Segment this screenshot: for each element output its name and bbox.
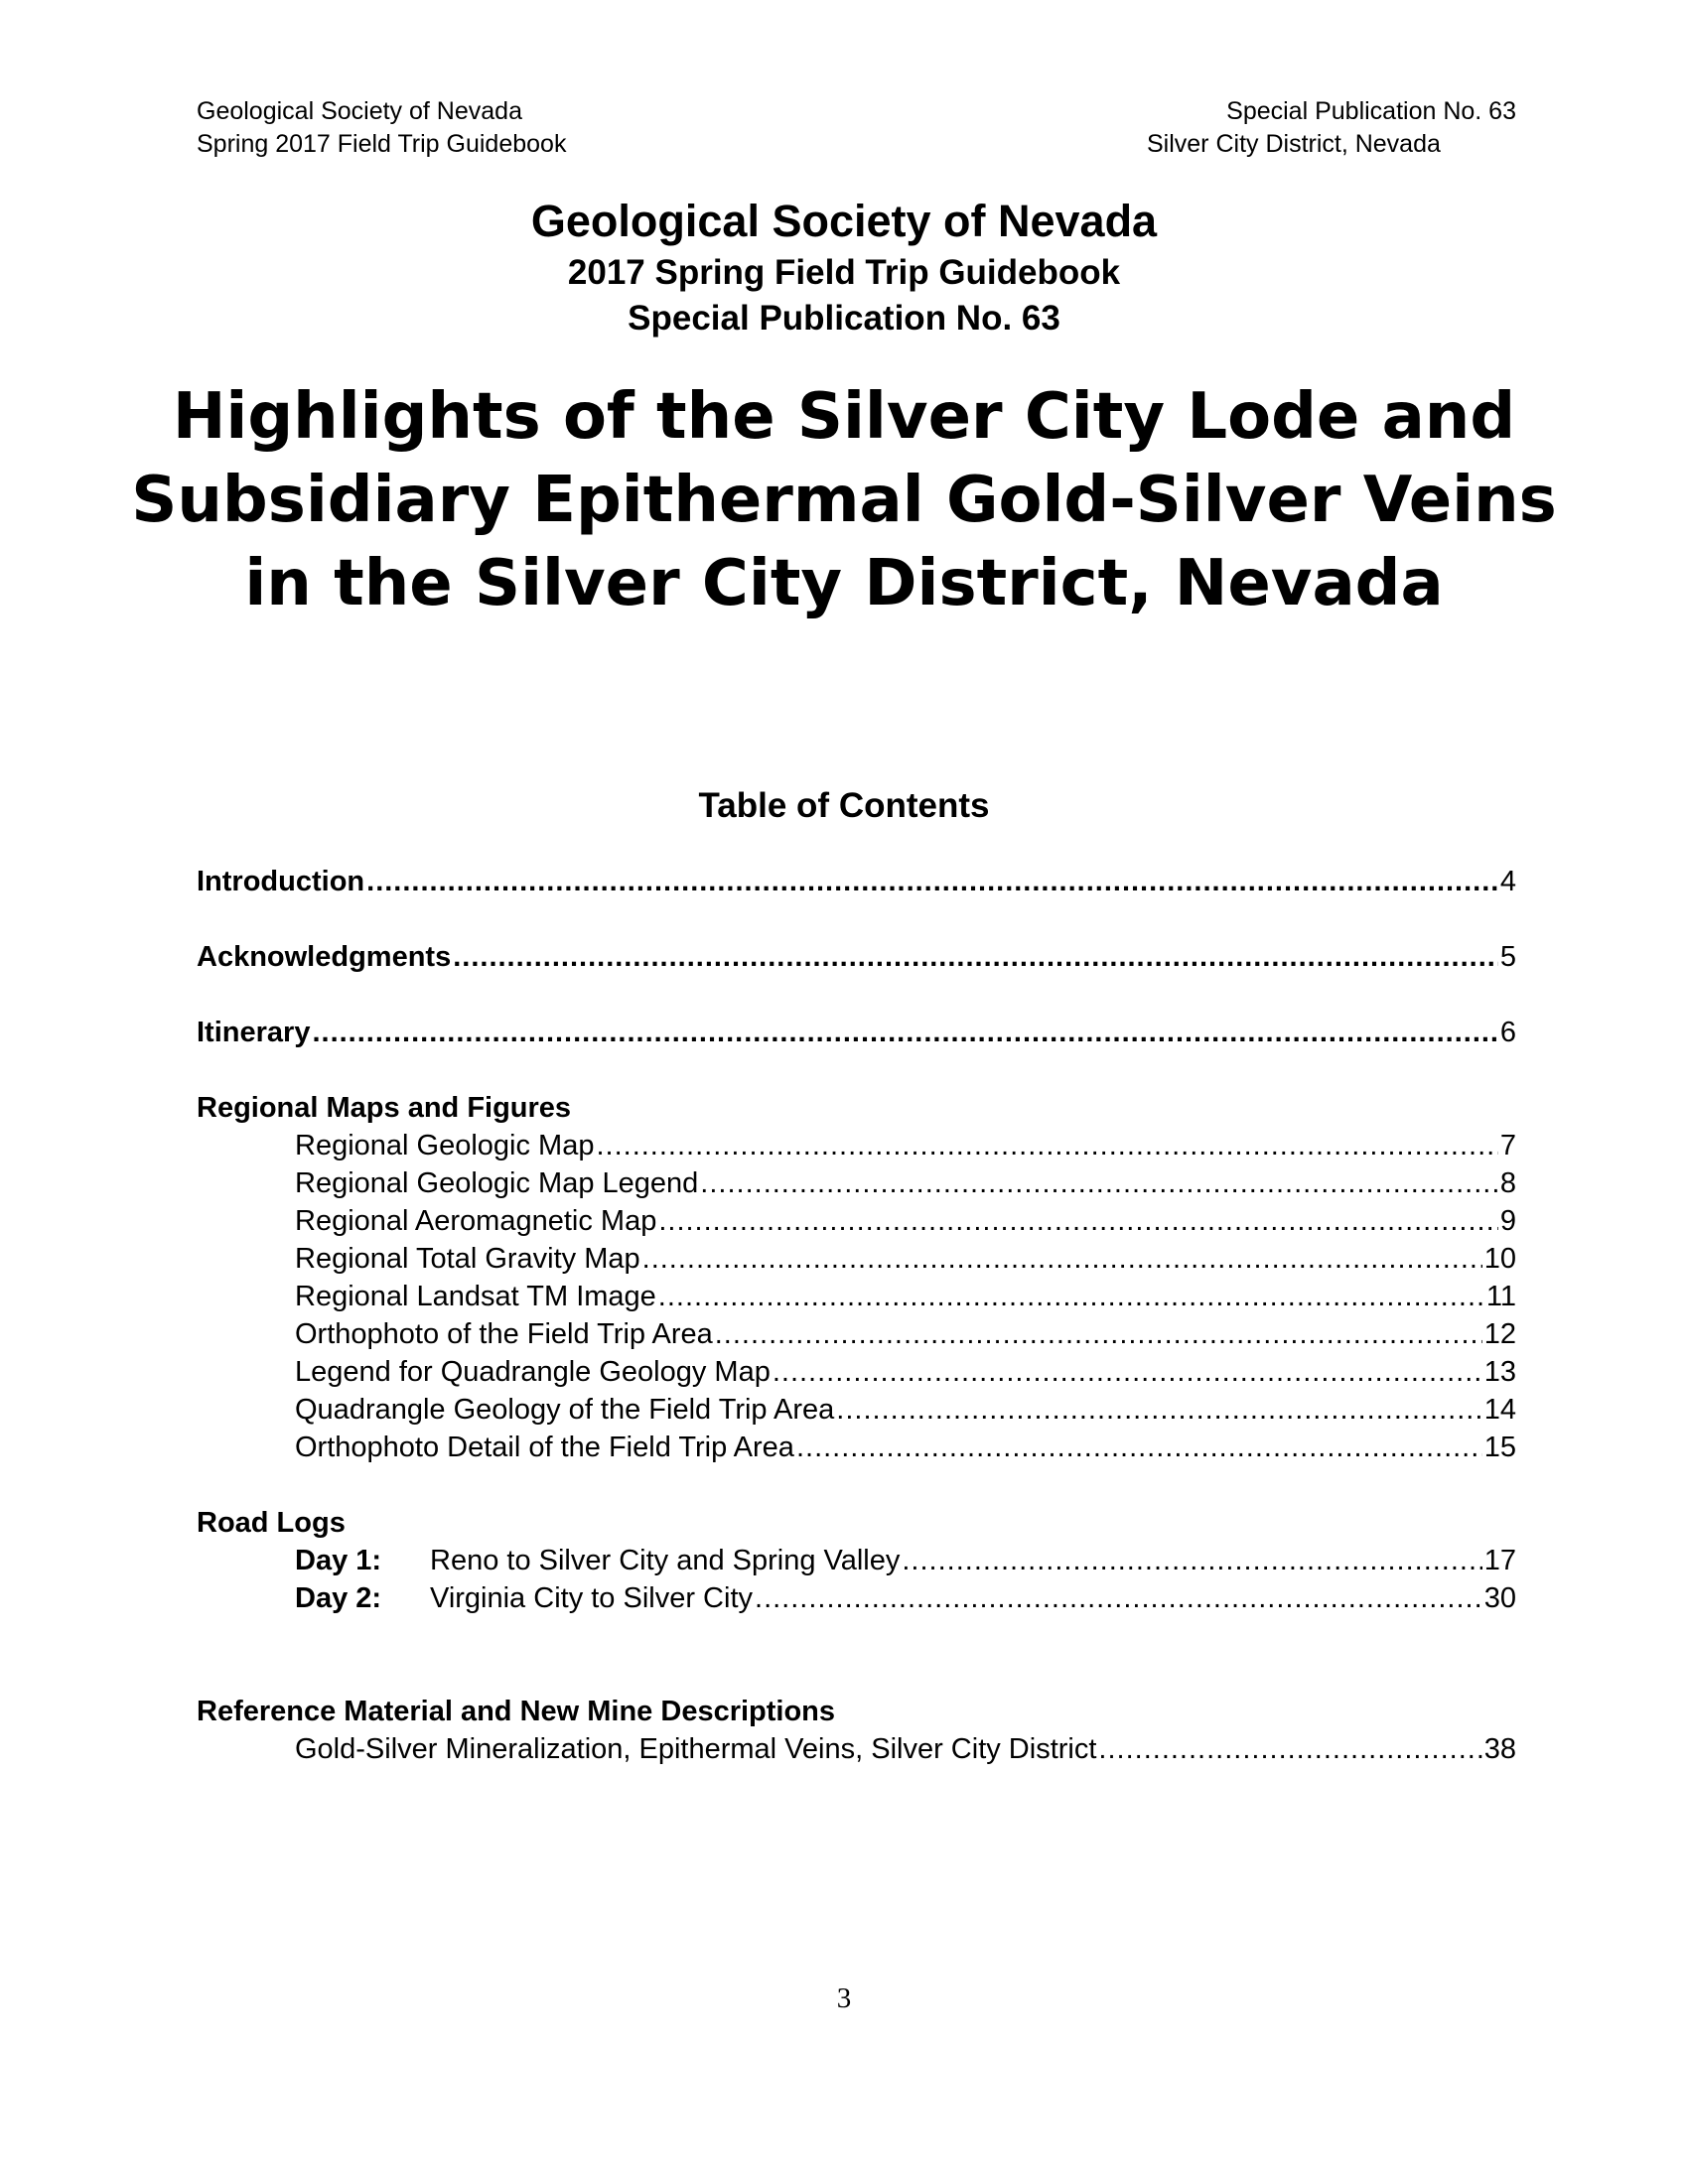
toc-entry-label: Gold-Silver Mineralization, Epithermal Veins, Silver City District xyxy=(295,1733,1097,1765)
dot-leader xyxy=(902,1543,1481,1578)
toc-entry-page: 7 xyxy=(1499,1130,1516,1161)
header-guidebook: Spring 2017 Field Trip Guidebook xyxy=(197,130,567,158)
toc-entry-gold-silver-mineralization[interactable] xyxy=(295,1731,1516,1767)
toc-entry-label: Introduction xyxy=(197,866,365,897)
toc-entry-regional-geologic-map-legend[interactable] xyxy=(295,1165,1516,1201)
dot-leader xyxy=(715,1316,1482,1352)
toc-heading: Table of Contents xyxy=(698,786,990,825)
running-header-right xyxy=(1147,95,1516,161)
toc-entry-label: Orthophoto Detail of the Field Trip Area xyxy=(295,1432,794,1463)
title-line: Highlights of the Silver City Lode and xyxy=(172,380,1516,454)
toc-entry-day-1[interactable] xyxy=(295,1543,1516,1578)
toc-entry-regional-total-gravity-map[interactable] xyxy=(295,1241,1516,1277)
toc-entry-page: 17 xyxy=(1483,1545,1516,1576)
publication-subtitle: Special Publication No. 63 xyxy=(628,299,1060,338)
toc-entry-day-2[interactable] xyxy=(295,1580,1516,1616)
toc-entry-label: Regional Total Gravity Map xyxy=(295,1243,640,1275)
toc-entry-page: 10 xyxy=(1483,1243,1516,1275)
toc-entry-quadrangle-geology[interactable] xyxy=(295,1392,1516,1428)
toc-entry-label: Itinerary xyxy=(197,1017,311,1048)
toc-entry-legend-quadrangle-geology-map[interactable] xyxy=(295,1354,1516,1390)
toc-entry-page: 11 xyxy=(1485,1281,1516,1312)
dot-leader xyxy=(366,864,1498,899)
toc-entry-introduction[interactable] xyxy=(197,864,1516,899)
dot-leader xyxy=(755,1580,1482,1616)
toc-entry-acknowledgments[interactable] xyxy=(197,939,1516,975)
toc-entry-page: 8 xyxy=(1499,1167,1516,1199)
toc-entry-label: Regional Geologic Map xyxy=(295,1130,595,1161)
toc-entry-orthophoto-detail[interactable] xyxy=(295,1430,1516,1465)
toc-entry-label: Reno to Silver City and Spring Valley xyxy=(430,1545,901,1576)
page-number: 3 xyxy=(836,1982,852,2014)
toc-entry-label: Orthophoto of the Field Trip Area xyxy=(295,1318,713,1350)
toc-entry-label: Regional Landsat TM Image xyxy=(295,1281,656,1312)
toc-entry-regional-aeromagnetic-map[interactable] xyxy=(295,1203,1516,1239)
toc-entry-page: 6 xyxy=(1499,1017,1516,1048)
day-label: Day 2: xyxy=(295,1582,382,1614)
toc-entry-label-group xyxy=(295,1543,900,1578)
toc-section-reference: Reference Material and New Mine Descriptions xyxy=(197,1696,836,1727)
toc-entry-page: 12 xyxy=(1483,1318,1516,1350)
day-label: Day 1: xyxy=(295,1545,382,1576)
toc-entry-page: 5 xyxy=(1499,941,1516,973)
toc-entry-label: Legend for Quadrangle Geology Map xyxy=(295,1356,771,1388)
dot-leader xyxy=(453,939,1498,975)
toc-entry-page: 4 xyxy=(1499,866,1516,897)
toc-entry-label: Regional Aeromagnetic Map xyxy=(295,1205,657,1237)
toc-section-road-logs: Road Logs xyxy=(197,1507,346,1539)
society-title: Geological Society of Nevada xyxy=(530,196,1158,246)
dot-leader xyxy=(642,1241,1482,1277)
dot-leader xyxy=(796,1430,1482,1465)
toc-entry-orthophoto-field-trip-area[interactable] xyxy=(295,1316,1516,1352)
toc-entry-page: 30 xyxy=(1483,1582,1516,1614)
dot-leader xyxy=(836,1392,1481,1428)
toc-section-regional: Regional Maps and Figures xyxy=(197,1092,572,1124)
toc-entry-itinerary[interactable] xyxy=(197,1015,1516,1050)
header-district: Silver City District, Nevada xyxy=(1147,130,1441,158)
toc-entry-label: Virginia City to Silver City xyxy=(430,1582,754,1614)
dot-leader xyxy=(700,1165,1498,1201)
toc-entry-label: Quadrangle Geology of the Field Trip Area xyxy=(295,1394,835,1426)
page-title xyxy=(0,375,1688,625)
toc-entry-page: 13 xyxy=(1483,1356,1516,1388)
dot-leader xyxy=(312,1015,1497,1050)
toc-entry-page: 15 xyxy=(1483,1432,1516,1463)
toc-entry-label: Acknowledgments xyxy=(197,941,452,973)
title-line: in the Silver City District, Nevada xyxy=(244,547,1444,620)
dot-leader xyxy=(658,1203,1498,1239)
dot-leader xyxy=(596,1128,1497,1163)
header-society: Geological Society of Nevada xyxy=(197,97,522,125)
dot-leader xyxy=(658,1279,1484,1314)
toc-entry-regional-landsat-tm-image[interactable] xyxy=(295,1279,1516,1314)
toc-entry-label: Regional Geologic Map Legend xyxy=(295,1167,699,1199)
title-line: Subsidiary Epithermal Gold-Silver Veins xyxy=(131,464,1557,537)
header-publication: Special Publication No. 63 xyxy=(1226,97,1516,125)
running-header-left xyxy=(197,95,566,161)
dot-leader xyxy=(773,1354,1482,1390)
guidebook-subtitle: 2017 Spring Field Trip Guidebook xyxy=(567,253,1121,292)
dot-leader xyxy=(1098,1731,1481,1767)
toc-entry-label-group xyxy=(295,1580,753,1616)
toc-entry-page: 9 xyxy=(1499,1205,1516,1237)
toc-entry-page: 38 xyxy=(1483,1733,1516,1765)
toc-entry-regional-geologic-map[interactable] xyxy=(295,1128,1516,1163)
toc-entry-page: 14 xyxy=(1483,1394,1516,1426)
